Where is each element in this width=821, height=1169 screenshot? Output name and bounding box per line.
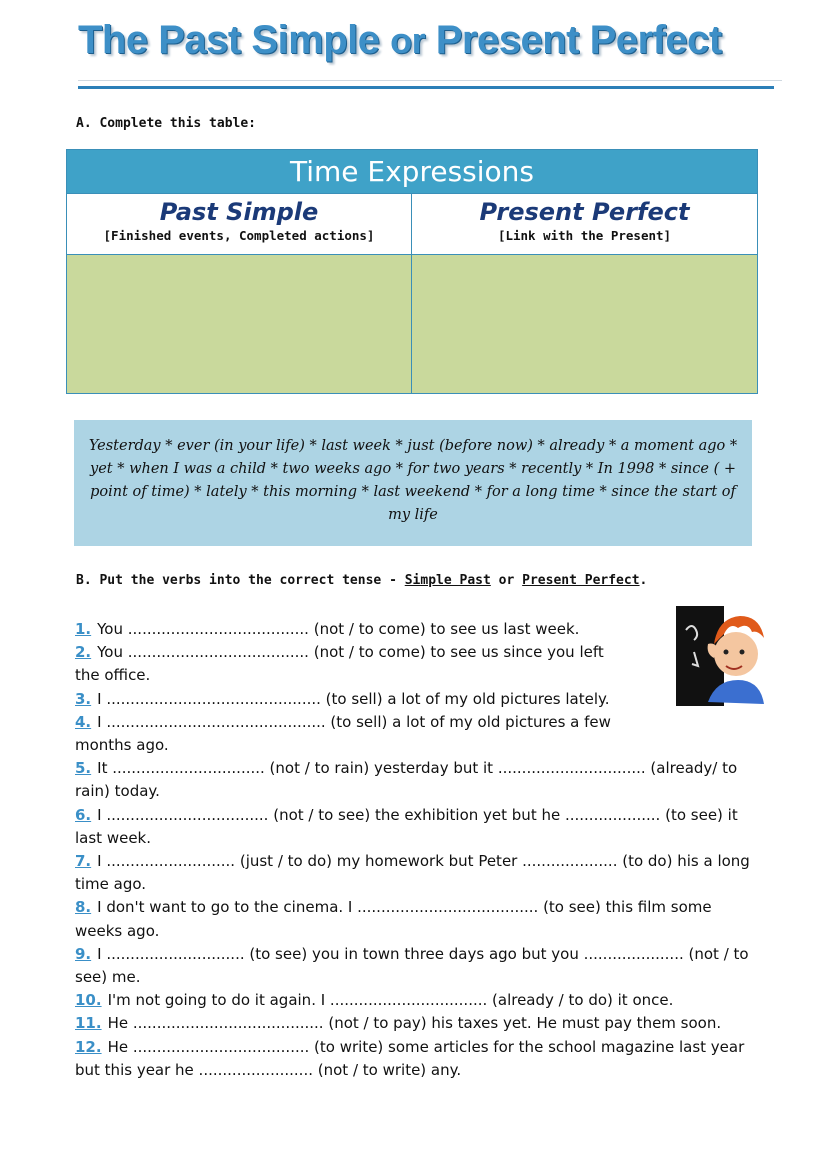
section-b-prefix: B. Put the verbs into the correct tense -: [76, 573, 405, 588]
exercise-text: I don't want to go to the cinema. I ...................................... (to see) this film some weeks ago.: [75, 898, 712, 940]
section-a-heading: A. Complete this table:: [76, 116, 257, 131]
exercise-number: 1.: [75, 620, 92, 638]
exercise-item-3: [75, 688, 751, 711]
exercise-item-6: [75, 804, 751, 850]
exercise-number: 4.: [75, 712, 92, 731]
exercise-item-11: [75, 1012, 751, 1035]
table-header: Time Expressions: [67, 150, 758, 194]
section-b-option-simple-past: Simple Past: [404, 573, 491, 588]
exercise-text: I .............................................. (to sell) a lot of my old pictures a few months ago.: [75, 712, 611, 755]
title-rule-thick: [78, 86, 774, 89]
exercise-text: I ........................... (just / to do) my homework but Peter .................... (to do) his a long time ago.: [75, 852, 750, 894]
exercise-number: 7.: [75, 852, 92, 871]
exercise-item-2: [75, 641, 620, 687]
past-simple-title: Past Simple: [159, 198, 319, 226]
exercise-text: You ...................................... (not / to come) to see us since you left the office.: [75, 643, 604, 685]
exercise-item-9: [75, 943, 751, 989]
exercise-text: He ........................................ (not / to pay) his taxes yet. He must pay them soon.: [107, 1014, 722, 1033]
title-part-2: or: [390, 20, 426, 61]
exercise-item-7: [75, 850, 751, 896]
exercise-text: I'm not going to do it again. I ................................. (already / to do) it once.: [107, 991, 674, 1010]
title-part-1: The Past Simple: [78, 18, 391, 62]
page-title: [78, 18, 778, 78]
past-simple-subtitle: [Finished events, Completed actions]: [103, 228, 375, 243]
section-b-mid: or: [490, 573, 523, 588]
expressions-text: Yesterday * ever (in your life) * last week * just (before now) * already * a moment ago * yet * when I was a child * two weeks ago * for two years * recently * In 1998 * since ( + point of time) * lately * this morning * last weekend * for a long time * since the start of my life: [88, 438, 738, 523]
exercise-number: 3.: [75, 689, 92, 708]
section-b-heading: [76, 573, 647, 588]
exercise-item-10: [75, 989, 751, 1012]
exercise-text: I ............................................. (to sell) a lot of my old pictures lately.: [97, 689, 610, 708]
present-perfect-answer-cell[interactable]: [412, 255, 758, 394]
exercise-item-5: [75, 757, 751, 803]
exercise-item-4: [75, 711, 620, 757]
title-part-3: Present Perfect: [425, 18, 722, 62]
exercise-text: He ..................................... (to write) some articles for the school magazine last year but this year he ........................ (not / to write) any.: [75, 1037, 745, 1079]
exercise-number: 9.: [75, 944, 92, 963]
exercise-text: I .................................. (not / to see) the exhibition yet but he .................... (to see) it last week.: [75, 805, 738, 847]
exercise-number: 5.: [75, 759, 92, 778]
title-rule-thin: [78, 80, 782, 81]
exercise-list: [75, 618, 751, 1082]
past-simple-answer-cell[interactable]: [67, 255, 412, 394]
present-perfect-subtitle: [Link with the Present]: [497, 228, 672, 243]
exercise-text: It ................................ (not / to rain) yesterday but it ............................... (already/ to rain) today.: [75, 759, 738, 801]
exercise-item-12: [75, 1036, 751, 1082]
present-perfect-title: Present Perfect: [479, 198, 690, 226]
section-b-end: .: [639, 573, 648, 588]
section-b-option-present-perfect: Present Perfect: [522, 573, 640, 588]
past-simple-header: [67, 194, 412, 255]
exercise-number: 10.: [75, 991, 102, 1010]
exercise-item-1: [75, 618, 751, 641]
expressions-box: [74, 420, 752, 546]
present-perfect-header: [412, 194, 758, 255]
exercise-number: 11.: [75, 1014, 102, 1033]
exercise-text: I ............................. (to see) you in town three days ago but you ..................... (not / to see) me.: [75, 944, 749, 987]
exercise-number: 12.: [75, 1037, 102, 1056]
exercise-number: 2.: [75, 643, 92, 662]
exercise-number: 8.: [75, 898, 92, 917]
exercise-item-8: [75, 896, 751, 942]
time-expressions-table: [66, 149, 758, 394]
exercise-number: 6.: [75, 805, 92, 824]
exercise-text: You ...................................... (not / to come) to see us last week.: [97, 620, 580, 638]
